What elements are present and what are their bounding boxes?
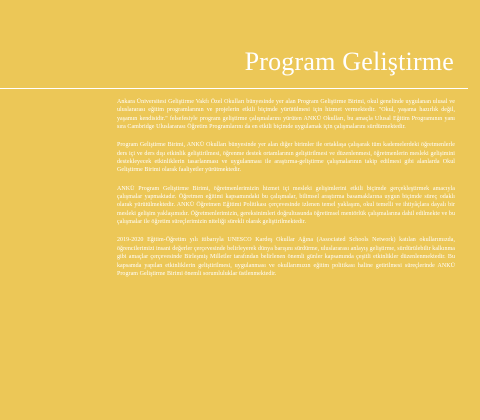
paragraph-4: 2019-2020 Eğitim-Öğretim yılı itibarıyla UNESCO Kardeş Okullar Ağına (Associated Schools Network) katılan okullarımızda, öğrencilerimizi insani değerler çerçevesinde belirleyerek dünya barışını sürdürme, uluslararası anlayış geliştirme, sürdürülebilir kalkınma gibi amaçlar çerçevesinde Birleşmiş Milletler tarafından belirlenen önemli günler kapsamında çeşitli etkinlikler düzenlenmektedir. Bu kapsamda yapılan etkinliklerin geliştirilmesi, uygulanması ve okullarımızın eğitim politikası haline getirilmesi süreçlerinde ANKÜ Program Geliştirme Birimi önemli sorumluluklar üstlenmektedir.: [117, 237, 455, 277]
paragraph-1: Ankara Üniversitesi Geliştirme Vakfı Özel Okulları bünyesinde yer alan Program Geliştirme Birimi, okul genelinde uygulanan ulusal ve uluslararası eğitim programlarının ve projelerin etkili biçimde yürütülmesi için hizmet vermektedir. "Okul, yaşama hazırlık değil, yaşamın kendisidir." felsefesiyle program geliştirme çalışmalarını yürüten ANKÜ Okulları, bu amaçla Ulusal Eğitim Programının yanı sıra Cambridge Uluslararası Öğretim Programlarını da en etkili biçimde uygulamak için çalışmalarını sürdürmektedir.: [117, 99, 455, 131]
paragraph-3: ANKÜ Program Geliştirme Birimi, öğretmenlerimizin hizmet içi mesleki gelişimlerini etkili biçimde gerçekleştirmek amacıyla çalışmalar yapmaktadır. Öğretmen eğitimi kapsamındaki bu çalışmalar, bilimsel araştırma basamaklarına uygun biçimde süreç odaklı olarak yürütülmektedir. ANKÜ Öğretmen Eğitimi Politikası çerçevesinde izlenen temel yaklaşım, okul temelli ve ihtiyâçlara dayalı bir mesleki gelişim yaklaşımıdır. Öğretmenlerimizin, gereksinimleri doğrultusunda öğretimsel mentörlük çalışmalarına dahil edilmekte ve bu çalışmalar ile öğretim süreçlerimizin niteliği sürekli olarak geliştirilmektedir.: [117, 185, 455, 226]
title-divider: [0, 88, 468, 89]
body-text: [117, 98, 455, 288]
paragraph-2: Program Geliştirme Birimi, ANKÜ Okulları bünyesinde yer alan diğer birimler ile ortaklaşa çalışarak tüm kademelerdeki öğretmenlerle ders içi ve ders dışı etkinlik geliştirilmesi, öğrenme destek ortamlarının geliştirilmesi ve düzenlenmesi, öğretmenlerin mesleki gelişimini destekleyecek etkinliklerin tasarlanması ve uygulanması ile araştırma-geliştirme çalışmalarının takip edilmesi gibi alanlarda Okul Geliştirme Birimi olarak faaliyetler yürütmektedir.: [117, 142, 455, 174]
page-title: Program Geliştirme: [244, 47, 454, 76]
